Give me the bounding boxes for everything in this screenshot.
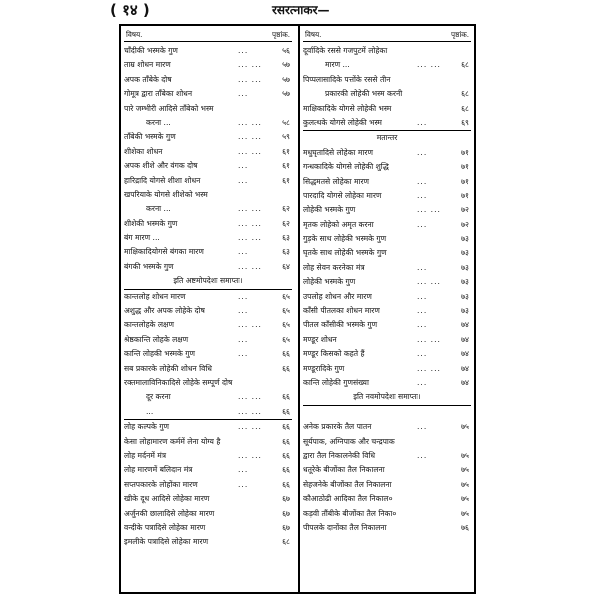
entry-page-number: ६९ xyxy=(461,117,469,127)
entry-title: लोह मारणमें बलिदान मंत्र xyxy=(124,465,193,475)
entry-page-number: ५७ xyxy=(282,60,290,70)
entry-page-number: ७२ xyxy=(461,205,469,215)
index-entry xyxy=(124,274,292,289)
entry-leader-dots: ... xyxy=(238,465,249,475)
index-entry xyxy=(124,231,292,245)
index-entry xyxy=(303,376,471,390)
index-entry xyxy=(303,275,471,289)
entry-page-number: ७३ xyxy=(461,248,469,258)
entry-title: मारण ... xyxy=(325,60,350,70)
entry-page-number: ७५ xyxy=(461,465,469,475)
entry-title: घृतके साथ लोहेकी भस्मके गुण xyxy=(303,248,387,258)
index-entry xyxy=(124,159,292,173)
index-entry xyxy=(303,290,471,304)
index-entry xyxy=(124,260,292,274)
index-entry xyxy=(124,58,292,72)
entry-title: द्वारा तैल निकालनेकी विधि xyxy=(303,450,376,460)
left-column-header xyxy=(124,28,292,42)
entry-page-number: ६६ xyxy=(282,363,290,373)
entry-title: ताम्र शोधन मारण xyxy=(124,60,171,70)
entry-leader-dots: ... ... xyxy=(238,422,262,432)
index-entry xyxy=(303,44,471,58)
entry-title: लोह सेवन करनेका मंत्र xyxy=(303,262,365,272)
topic-header: विषय. xyxy=(126,30,143,39)
entry-leader-dots: ... ... xyxy=(238,74,262,84)
entry-leader-dots: ... ... xyxy=(417,60,441,70)
index-entry xyxy=(303,131,471,145)
entry-page-number: ५७ xyxy=(282,89,290,99)
entry-title: रक्तमालाविनिकादिसे लोहेके सम्पूर्ण दोष xyxy=(124,377,233,387)
index-entry xyxy=(124,245,292,259)
index-entry xyxy=(303,318,471,332)
entry-title: पारदादि योगसे लोहेका मारण xyxy=(303,190,382,200)
entry-leader-dots: ... xyxy=(417,349,428,359)
entry-title: श्रेष्ठकान्ति लोहके लक्षण xyxy=(124,334,189,344)
entry-page-number: ६१ xyxy=(282,161,290,171)
entry-title: बंगकी भस्मके गुण xyxy=(124,261,174,271)
entry-title: इति अष्टमोपदेशः समाप्तः। xyxy=(173,276,243,286)
entry-page-number: ६६ xyxy=(282,392,290,402)
entry-page-number: ६४ xyxy=(282,261,290,271)
index-entry xyxy=(303,347,471,361)
entry-title: मतान्तर xyxy=(376,133,398,143)
entry-page-number: ६२ xyxy=(282,204,290,214)
entry-title: उपलोह शोधन और मारण xyxy=(303,291,372,301)
entry-title: चाँदीकी भस्मके गुण xyxy=(124,46,178,55)
entry-title: माक्षिकादिके योगसे लोहेकी भस्म xyxy=(303,103,392,113)
index-entry xyxy=(303,189,471,203)
entry-title: पिप्पलासादिके पत्तोंके रससे तीन xyxy=(303,74,391,84)
entry-page-number: ६६ xyxy=(282,450,290,460)
entry-leader-dots: ... ... xyxy=(238,117,262,127)
index-entry xyxy=(124,405,292,420)
index-entry xyxy=(124,376,292,390)
entry-title: दूर करना xyxy=(146,392,171,402)
entry-leader-dots: ... ... xyxy=(417,205,441,215)
entry-title: करना ... xyxy=(146,117,171,127)
index-entry xyxy=(303,203,471,217)
entry-title: कान्ति लोहकी भस्मके गुण xyxy=(124,349,196,359)
entry-title: गुड़के साथ लोहेकी भस्मके गुण xyxy=(303,234,387,244)
entry-leader-dots: ... ... xyxy=(238,233,262,243)
index-entry xyxy=(124,87,292,101)
entry-leader-dots: ... ... xyxy=(238,406,262,416)
entry-page-number: ६६ xyxy=(282,479,290,489)
entry-page-number: ६३ xyxy=(282,247,290,257)
index-entry xyxy=(124,116,292,130)
entry-leader-dots: ... xyxy=(238,175,249,185)
index-entry xyxy=(303,406,471,420)
index-entry xyxy=(303,390,471,405)
entry-page-number: ६७ xyxy=(282,508,290,518)
entry-leader-dots: ... xyxy=(238,89,249,99)
index-entry xyxy=(303,116,471,131)
entry-title: लोहेकी भस्मके गुण xyxy=(303,277,356,287)
entry-page-number: ७४ xyxy=(461,334,469,344)
entry-title: प्रकारकी लोहेकी भस्म करनी xyxy=(325,89,403,99)
index-entry xyxy=(303,261,471,275)
entry-title: बंग मारण ... xyxy=(124,233,160,243)
entry-page-number: ७५ xyxy=(461,422,469,432)
entry-title: खपरियाके योगसे शीशेको भस्म xyxy=(124,189,208,199)
entry-title: कान्तलोहके लक्षण xyxy=(124,320,174,330)
entry-page-number: ७४ xyxy=(461,363,469,373)
entry-title: वन्दीके पत्रादिसे लोहेका मारण xyxy=(124,522,206,532)
index-entry xyxy=(303,246,471,260)
right-rows xyxy=(303,44,471,535)
entry-leader-dots: ... ... xyxy=(238,146,262,156)
index-entry xyxy=(124,521,292,535)
entry-leader-dots: ... xyxy=(238,334,249,344)
index-entry xyxy=(303,420,471,434)
entry-leader-dots: ... xyxy=(238,479,249,489)
index-entry xyxy=(124,304,292,318)
entry-title: दूर्वादिके रससे गजपुटमें लोहेका xyxy=(303,46,388,55)
entry-leader-dots: ... xyxy=(417,450,428,460)
index-entry xyxy=(124,188,292,202)
page-header xyxy=(0,0,600,20)
index-entry xyxy=(124,478,292,492)
index-entry xyxy=(124,390,292,404)
entry-title: अशुद्ध और अपक लोहेके दोष xyxy=(124,306,205,316)
entry-title: इति नवमोपदेशः समाप्तः। xyxy=(353,392,421,402)
entry-leader-dots: ... ... xyxy=(238,450,262,460)
index-entry xyxy=(124,449,292,463)
entry-title: अपक शीशे और वंगक दोष xyxy=(124,161,198,171)
entry-title: गन्धकादिके योगसे लोहेकी शुद्धि xyxy=(303,162,389,172)
entry-title: मण्डूरादिके गुण xyxy=(303,363,345,373)
entry-page-number: ६६ xyxy=(282,465,290,475)
entry-title: मण्डूर शोधन xyxy=(303,334,337,344)
entry-leader-dots: ... xyxy=(417,176,428,186)
entry-title: लोहेकी भस्मके गुण xyxy=(303,205,356,215)
entry-leader-dots: ... xyxy=(417,422,428,432)
entry-title: अनेक प्रकारके तैल पातन xyxy=(303,422,372,432)
entry-leader-dots: ... ... xyxy=(417,277,441,287)
entry-leader-dots: ... ... xyxy=(238,320,262,330)
entry-title: सूर्यपाक, अग्निपाक और चन्द्रपाक xyxy=(303,436,395,446)
index-entry xyxy=(303,232,471,246)
entry-leader-dots: ... xyxy=(417,147,428,157)
entry-leader-dots: ... ... xyxy=(238,261,262,271)
entry-page-number: ७४ xyxy=(461,320,469,330)
entry-page-number: ७१ xyxy=(461,147,469,157)
entry-title: केसा लोहामारण कर्ममें लेना योग्य है xyxy=(124,436,221,446)
index-entry xyxy=(124,463,292,477)
index-entry xyxy=(124,435,292,449)
entry-page-number: ७५ xyxy=(461,450,469,460)
entry-page-number: ७४ xyxy=(461,377,469,387)
entry-title: सेहजनेके बीजोंका तैल निकालना xyxy=(303,479,392,489)
entry-leader-dots: ... ... xyxy=(238,60,262,70)
entry-page-number: ६६ xyxy=(282,422,290,432)
entry-title: कान्तलोह शोधन मारण xyxy=(124,291,186,301)
entry-title: कौआठोढी आदिका तैल निकाल० xyxy=(303,494,393,504)
index-entry xyxy=(303,160,471,174)
entry-leader-dots: ... xyxy=(417,306,428,316)
index-entry xyxy=(124,420,292,434)
index-entry xyxy=(124,130,292,144)
entry-page-number: ६५ xyxy=(282,291,290,301)
index-entry xyxy=(124,347,292,361)
entry-title: कुलत्थके योगसे लोहेकी भस्म xyxy=(303,117,382,127)
entry-title: सब प्रकारके लोहेकी शोधन विधि xyxy=(124,363,212,373)
entry-leader-dots: ... xyxy=(238,46,249,55)
index-entry xyxy=(303,521,471,535)
index-entry xyxy=(303,449,471,463)
entry-page-number: ५९ xyxy=(282,132,290,142)
left-rows xyxy=(124,44,292,550)
index-entry xyxy=(124,507,292,521)
entry-page-number: ६१ xyxy=(282,175,290,185)
index-entry xyxy=(124,145,292,159)
entry-page-number: ७२ xyxy=(461,219,469,229)
entry-title: कान्ति लोहेकी गुणसंख्या xyxy=(303,377,369,387)
entry-leader-dots: ... ... xyxy=(238,218,262,228)
entry-page-number: ६२ xyxy=(282,218,290,228)
entry-title: मधुघृतादिसे लोहेका मारण xyxy=(303,147,374,157)
index-entry xyxy=(303,463,471,477)
entry-page-number: ७३ xyxy=(461,291,469,301)
entry-page-number: ६५ xyxy=(282,334,290,344)
entry-title: कड़वी तौंबीके बीजोंका तैल निका० xyxy=(303,508,397,518)
entry-page-number: ६८ xyxy=(461,89,469,99)
entry-title: पीतल काँसीकी भस्मके गुण xyxy=(303,320,378,330)
entry-page-number: ६५ xyxy=(282,306,290,316)
entry-page-number: ५८ xyxy=(282,117,290,127)
index-entry xyxy=(124,174,292,188)
entry-page-number: ६६ xyxy=(282,436,290,446)
index-entry xyxy=(124,217,292,231)
entry-leader-dots: ... xyxy=(417,262,428,272)
entry-leader-dots: ... ... xyxy=(238,204,262,214)
running-title: रसरत्नाकर— xyxy=(272,3,330,17)
entry-page-number: ६७ xyxy=(282,494,290,504)
entry-page-number: ७३ xyxy=(461,277,469,287)
entry-page-number: ६१ xyxy=(282,146,290,156)
index-entry xyxy=(303,146,471,160)
index-entry xyxy=(303,362,471,376)
index-entry xyxy=(303,87,471,101)
entry-title: अर्जुनकी छालादिसे लोहेका मारण xyxy=(124,508,215,518)
right-column xyxy=(303,28,471,535)
entry-leader-dots: ... ... xyxy=(417,363,441,373)
entry-leader-dots: ... xyxy=(238,247,249,257)
entry-title: लोह कल्पके गुण xyxy=(124,422,169,432)
entry-title: पीपलके दानोंका तैल निकालना xyxy=(303,522,387,532)
page-number: ( १४ ) xyxy=(110,1,150,19)
index-entry xyxy=(124,290,292,304)
entry-page-number: ६८ xyxy=(461,103,469,113)
entry-page-number: ७१ xyxy=(461,190,469,200)
entry-title: मण्डूर किसको कहते हैं xyxy=(303,349,365,359)
index-entry xyxy=(303,73,471,87)
entry-title: लोह मर्दनमें मंत्र xyxy=(124,450,167,460)
index-entry xyxy=(303,435,471,449)
entry-title: ताँबेकी भस्मके गुण xyxy=(124,132,176,142)
entry-title: धतूरेके बीजोंका तैल निकालना xyxy=(303,465,385,475)
index-entry xyxy=(124,492,292,506)
index-entry xyxy=(124,535,292,549)
entry-page-number: ६८ xyxy=(461,60,469,70)
entry-page-number: ५७ xyxy=(282,74,290,84)
entry-page-number: ७३ xyxy=(461,306,469,316)
index-entry xyxy=(303,175,471,189)
topic-header: विषय. xyxy=(305,30,322,39)
entry-page-number: ७१ xyxy=(461,162,469,172)
page-header-label: पृष्ठांक. xyxy=(272,30,290,39)
entry-page-number: ७५ xyxy=(461,479,469,489)
entry-title: ... xyxy=(146,406,154,416)
index-entry xyxy=(303,218,471,232)
entry-page-number: ६५ xyxy=(282,320,290,330)
entry-leader-dots: ... ... xyxy=(417,334,441,344)
index-entry xyxy=(303,333,471,347)
entry-leader-dots: ... ... xyxy=(238,392,262,402)
entry-page-number: ६६ xyxy=(282,406,290,416)
index-entry xyxy=(124,44,292,58)
index-entry xyxy=(303,492,471,506)
page-header-label: पृष्ठांक. xyxy=(451,30,469,39)
entry-leader-dots: ... xyxy=(417,320,428,330)
entry-title: शीशेकी भस्मके गुण xyxy=(124,218,178,228)
entry-page-number: ७१ xyxy=(461,176,469,186)
index-entry xyxy=(124,102,292,116)
entry-page-number: ७३ xyxy=(461,234,469,244)
index-entry xyxy=(124,73,292,87)
entry-title: खीके दूध आदिसे लोहेका मारण xyxy=(124,494,210,504)
index-entry xyxy=(124,333,292,347)
column-divider xyxy=(298,24,300,594)
entry-page-number: ७३ xyxy=(461,262,469,272)
left-column xyxy=(124,28,292,550)
entry-leader-dots: ... xyxy=(417,291,428,301)
index-entry xyxy=(303,102,471,116)
entry-leader-dots: ... xyxy=(417,190,428,200)
index-entry xyxy=(303,58,471,72)
entry-leader-dots: ... xyxy=(417,377,428,387)
entry-leader-dots: ... xyxy=(417,219,428,229)
entry-leader-dots: ... ... xyxy=(238,132,262,142)
entry-page-number: ६३ xyxy=(282,233,290,243)
entry-title: सप्तपकारके लोहोंका मारण xyxy=(124,479,198,489)
entry-title: हारिद्रादि योगसे शीशा शोधन xyxy=(124,175,201,185)
index-entry xyxy=(124,318,292,332)
entry-title: करना ... xyxy=(146,204,171,214)
entry-title: सिद्धमतसे लोहेका मारण xyxy=(303,176,370,186)
entry-leader-dots: ... xyxy=(238,349,249,359)
entry-page-number: ५६ xyxy=(282,46,290,55)
index-entry xyxy=(303,507,471,521)
entry-title: काँसी पीतलका शोधन मारण xyxy=(303,306,380,316)
entry-page-number: ७४ xyxy=(461,349,469,359)
entry-title: अपक ताँबेके दोष xyxy=(124,74,172,84)
entry-leader-dots: ... xyxy=(238,306,249,316)
right-column-header xyxy=(303,28,471,42)
entry-leader-dots: ... xyxy=(238,161,249,171)
entry-title: इमलीके पत्रादिसे लोहेका मारण xyxy=(124,537,209,547)
entry-title: मृतक लोहेको अमृत करना xyxy=(303,219,374,229)
entry-page-number: ६६ xyxy=(282,349,290,359)
entry-page-number: ७५ xyxy=(461,494,469,504)
index-entry xyxy=(303,478,471,492)
entry-page-number: ७६ xyxy=(461,522,469,532)
index-entry xyxy=(124,362,292,376)
index-entry xyxy=(303,304,471,318)
entry-page-number: ६८ xyxy=(282,537,290,547)
entry-page-number: ६७ xyxy=(282,522,290,532)
entry-title: पारे जम्भीरी आदिसे ताँबेको भस्म xyxy=(124,103,214,113)
entry-leader-dots: ... xyxy=(417,117,428,127)
entry-title: शीशेका शोधन xyxy=(124,146,163,156)
entry-page-number: ७५ xyxy=(461,508,469,518)
entry-leader-dots: ... xyxy=(238,291,249,301)
index-entry xyxy=(124,202,292,216)
entry-title: माक्षिकादियोगसे बंगका मारण xyxy=(124,247,204,257)
entry-title: गोमूत्र द्वारा ताँबेका शोधन xyxy=(124,89,193,99)
